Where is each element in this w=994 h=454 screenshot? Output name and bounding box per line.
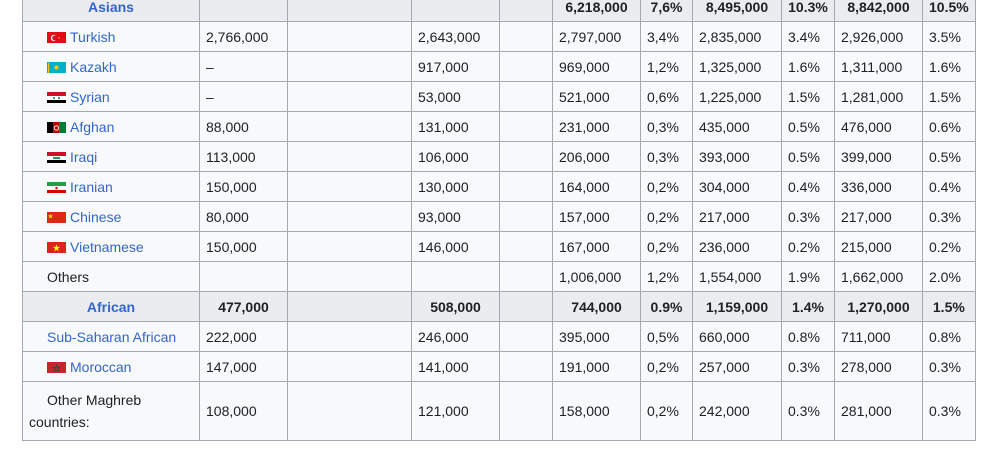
group-cell [500, 292, 553, 322]
table-cell: – [200, 82, 288, 112]
table-cell: 80,000 [200, 202, 288, 232]
table-cell: 0.4% [923, 172, 976, 202]
ethnicity-link[interactable]: Afghan [70, 118, 115, 135]
vietnam-flag-icon [47, 241, 66, 253]
table-cell: 2.0% [923, 262, 976, 292]
table-cell: 215,000 [835, 232, 923, 262]
table-cell: 0.3% [923, 202, 976, 232]
group-cell [412, 0, 500, 22]
group-cell: 1,270,000 [835, 292, 923, 322]
ethnicity-cell [23, 352, 200, 382]
table-cell: 0,6% [641, 82, 693, 112]
table-cell: 278,000 [835, 352, 923, 382]
table-cell: 0,2% [641, 352, 693, 382]
table-cell: 917,000 [412, 52, 500, 82]
table-cell [500, 262, 553, 292]
group-cell: 508,000 [412, 292, 500, 322]
ethnicity-link[interactable]: Sub-Saharan African [47, 328, 177, 345]
table-cell: 88,000 [200, 112, 288, 142]
table-cell: 150,000 [200, 232, 288, 262]
table-cell: 2,766,000 [200, 22, 288, 52]
table-cell: 236,000 [693, 232, 782, 262]
table-cell: 0.3% [782, 202, 835, 232]
table-cell [500, 22, 553, 52]
table-cell [500, 232, 553, 262]
table-row [23, 82, 976, 112]
ethnicity-cell [23, 262, 200, 292]
table-cell [500, 52, 553, 82]
table-cell: 1,006,000 [553, 262, 641, 292]
ethnicity-cell [23, 202, 200, 232]
table-row [23, 22, 976, 52]
group-cell: 10.3% [782, 0, 835, 22]
table-row [23, 142, 976, 172]
table-cell: 476,000 [835, 112, 923, 142]
group-cell: 0.9% [641, 292, 693, 322]
table-cell: – [200, 52, 288, 82]
table-cell: 141,000 [412, 352, 500, 382]
table-cell: 399,000 [835, 142, 923, 172]
table-cell: 1,325,000 [693, 52, 782, 82]
table-cell: 0.5% [782, 112, 835, 142]
table-cell: 1,554,000 [693, 262, 782, 292]
table-cell: 217,000 [835, 202, 923, 232]
table-cell: 281,000 [835, 382, 923, 441]
table-cell [288, 262, 412, 292]
group-cell: 1.4% [782, 292, 835, 322]
table-cell [500, 202, 553, 232]
table-cell [288, 82, 412, 112]
table-cell: 93,000 [412, 202, 500, 232]
table-cell: 0.3% [782, 352, 835, 382]
table-cell: 0,2% [641, 382, 693, 441]
table-cell: 0.4% [782, 172, 835, 202]
ethnicity-cell [23, 142, 200, 172]
table-cell [200, 262, 288, 292]
table-cell: 3.5% [923, 22, 976, 52]
table-cell: 2,926,000 [835, 22, 923, 52]
table-cell: 157,000 [553, 202, 641, 232]
ethnicity-label: Others [47, 268, 90, 285]
table-cell: 0.5% [782, 142, 835, 172]
table-cell: 206,000 [553, 142, 641, 172]
table-cell: 0.2% [782, 232, 835, 262]
ethnicity-cell [23, 82, 200, 112]
table-cell: 395,000 [553, 322, 641, 352]
group-cell: 477,000 [200, 292, 288, 322]
table-cell: 1.6% [782, 52, 835, 82]
ethnicity-cell [23, 22, 200, 52]
table-cell: 158,000 [553, 382, 641, 441]
group-cell: 10.5% [923, 0, 976, 22]
table-cell: 106,000 [412, 142, 500, 172]
ethnicity-label: Other Maghreb [47, 392, 142, 408]
table-cell [288, 142, 412, 172]
iran-flag-icon [47, 181, 66, 193]
ethnicity-link[interactable]: Kazakh [70, 58, 117, 75]
table-cell [500, 112, 553, 142]
table-cell: 1.5% [782, 82, 835, 112]
ethnicity-cell [23, 322, 200, 352]
table-row [23, 352, 976, 382]
table-cell: 217,000 [693, 202, 782, 232]
table-cell: 393,000 [693, 142, 782, 172]
table-cell: 0.3% [923, 382, 976, 441]
table-cell: 150,000 [200, 172, 288, 202]
table-cell: 1,311,000 [835, 52, 923, 82]
table-cell: 242,000 [693, 382, 782, 441]
table-cell: 3,4% [641, 22, 693, 52]
table-cell: 113,000 [200, 142, 288, 172]
china-flag-icon [47, 211, 66, 223]
group-row-african [23, 292, 976, 322]
table-cell: 0.6% [923, 112, 976, 142]
ethnicity-link[interactable]: Turkish [70, 28, 116, 45]
group-cell: 744,000 [553, 292, 641, 322]
ethnicity-link[interactable]: Syrian [70, 88, 110, 105]
table-cell: 53,000 [412, 82, 500, 112]
ethnicity-link[interactable]: Vietnamese [70, 238, 144, 255]
morocco-flag-icon [47, 361, 66, 373]
table-cell [500, 142, 553, 172]
table-cell: 2,797,000 [553, 22, 641, 52]
table-cell: 222,000 [200, 322, 288, 352]
ethnicity-cell [23, 232, 200, 262]
table-cell: 660,000 [693, 322, 782, 352]
table-cell [500, 382, 553, 441]
table-cell: 1.6% [923, 52, 976, 82]
ethnicity-link[interactable]: Chinese [70, 208, 122, 225]
group-name-link[interactable]: African [23, 292, 200, 322]
table-cell: 231,000 [553, 112, 641, 142]
group-cell: 1,159,000 [693, 292, 782, 322]
iraq-flag-icon [47, 151, 66, 163]
table-cell [500, 352, 553, 382]
table-cell: 0,2% [641, 172, 693, 202]
group-cell [500, 0, 553, 22]
ethnicity-cell [23, 52, 200, 82]
population-table-container [22, 0, 976, 441]
table-row [23, 382, 976, 441]
group-cell: 8,495,000 [693, 0, 782, 22]
table-cell: 257,000 [693, 352, 782, 382]
table-cell: 1,2% [641, 262, 693, 292]
table-cell: 121,000 [412, 382, 500, 441]
table-cell: 711,000 [835, 322, 923, 352]
table-cell [500, 322, 553, 352]
table-row [23, 172, 976, 202]
afghanistan-flag-icon [47, 121, 66, 133]
table-row [23, 232, 976, 262]
table-cell: 0,2% [641, 202, 693, 232]
table-cell: 0.3% [923, 352, 976, 382]
table-cell [500, 172, 553, 202]
group-cell [288, 0, 412, 22]
group-cell [288, 292, 412, 322]
table-cell: 2,643,000 [412, 22, 500, 52]
table-cell [288, 172, 412, 202]
table-cell: 2,835,000 [693, 22, 782, 52]
table-cell: 0.8% [923, 322, 976, 352]
table-cell: 1,225,000 [693, 82, 782, 112]
table-row [23, 262, 976, 292]
table-cell: 1.5% [923, 82, 976, 112]
group-name-link[interactable]: Asians [23, 0, 200, 22]
table-cell [288, 322, 412, 352]
table-cell: 0,2% [641, 232, 693, 262]
ethnicity-link[interactable]: Iranian [70, 178, 113, 195]
table-cell: 167,000 [553, 232, 641, 262]
table-cell: 3.4% [782, 22, 835, 52]
table-cell: 246,000 [412, 322, 500, 352]
table-cell [288, 352, 412, 382]
table-cell: 0,3% [641, 142, 693, 172]
table-row [23, 322, 976, 352]
table-cell: 1.9% [782, 262, 835, 292]
kazakhstan-flag-icon [47, 61, 66, 73]
ethnicity-cell [23, 172, 200, 202]
table-row [23, 202, 976, 232]
table-cell: 0,3% [641, 112, 693, 142]
table-cell: 1,281,000 [835, 82, 923, 112]
table-cell [288, 52, 412, 82]
table-cell: 0.3% [782, 382, 835, 441]
population-table [22, 0, 976, 441]
table-cell [288, 202, 412, 232]
turkey-flag-icon [47, 31, 66, 43]
table-cell: 1,662,000 [835, 262, 923, 292]
table-cell: 0.2% [923, 232, 976, 262]
table-cell: 130,000 [412, 172, 500, 202]
group-cell: 1.5% [923, 292, 976, 322]
table-cell: 435,000 [693, 112, 782, 142]
table-cell: 131,000 [412, 112, 500, 142]
table-row [23, 52, 976, 82]
ethnicity-label: countries: [29, 414, 90, 430]
table-cell: 521,000 [553, 82, 641, 112]
group-cell [200, 0, 288, 22]
table-cell: 164,000 [553, 172, 641, 202]
ethnicity-link[interactable]: Moroccan [70, 358, 132, 375]
table-cell: 969,000 [553, 52, 641, 82]
table-cell: 108,000 [200, 382, 288, 441]
table-cell [288, 112, 412, 142]
group-cell: 6,218,000 [553, 0, 641, 22]
table-cell [288, 232, 412, 262]
table-row [23, 112, 976, 142]
group-row-asians [23, 0, 976, 22]
table-cell: 146,000 [412, 232, 500, 262]
ethnicity-cell [23, 382, 200, 441]
table-cell: 147,000 [200, 352, 288, 382]
table-cell [288, 22, 412, 52]
table-cell: 1,2% [641, 52, 693, 82]
table-cell: 0,5% [641, 322, 693, 352]
table-cell [412, 262, 500, 292]
group-cell: 8,842,000 [835, 0, 923, 22]
table-cell [288, 382, 412, 441]
table-cell [500, 82, 553, 112]
table-cell: 336,000 [835, 172, 923, 202]
table-cell: 0.5% [923, 142, 976, 172]
table-cell: 0.8% [782, 322, 835, 352]
table-cell: 191,000 [553, 352, 641, 382]
ethnicity-link[interactable]: Iraqi [70, 148, 98, 165]
table-cell: 304,000 [693, 172, 782, 202]
ethnicity-cell [23, 112, 200, 142]
group-cell: 7,6% [641, 0, 693, 22]
syria-flag-icon [47, 91, 66, 103]
